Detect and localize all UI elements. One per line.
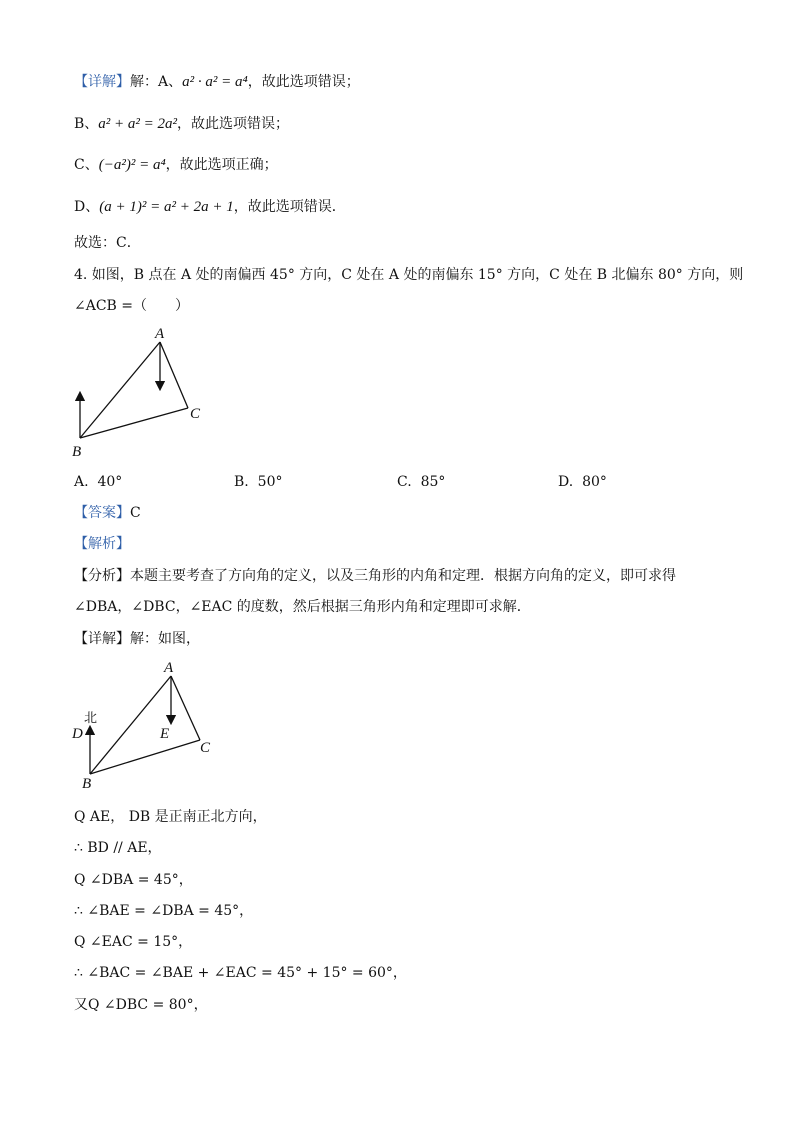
fenxi-line2: ∠DBA，∠DBC，∠EAC 的度数，然后根据三角形内角和定理即可求解． — [74, 599, 531, 615]
analysis-tag: 【解析】 — [74, 536, 130, 552]
detail-intro: 解：A、 — [130, 74, 183, 90]
option-label: D. — [558, 474, 574, 490]
step-4: ∴ ∠BAE = ∠DBA = 45°， — [74, 903, 254, 919]
segment-bc — [80, 408, 188, 438]
option-label: C. — [397, 474, 412, 490]
answer-tag: 【答案】 — [74, 505, 130, 521]
prev-detail-line-c — [74, 155, 278, 175]
option-label: B. — [234, 474, 249, 490]
step-5: Q ∠EAC = 15°， — [74, 934, 193, 950]
point-a-label: A — [164, 660, 174, 676]
detail-tag-q4: 【详解】 — [74, 631, 130, 647]
segment-ab — [80, 342, 160, 438]
expr-b-tail: ，故此选项错误； — [177, 116, 290, 132]
point-b-label: B — [72, 444, 82, 460]
expr-a-tail: ，故此选项错误； — [247, 74, 360, 90]
q4-figure — [60, 322, 220, 462]
step-1: Q AE， DB 是正南正北方向， — [74, 809, 267, 825]
option-a — [74, 472, 122, 492]
step-2: ∴ BD // AE， — [74, 840, 162, 856]
point-a-label: A — [155, 326, 165, 342]
detail-line — [74, 629, 200, 649]
prev-detail-line-b — [74, 114, 289, 134]
answer-value: C — [130, 505, 141, 521]
detail-tag: 【详解】 — [74, 74, 130, 90]
expr-d-tail: ，故此选项错误． — [233, 199, 346, 215]
answer-line — [74, 503, 141, 523]
option-value: 80° — [582, 474, 607, 490]
point-c-label: C — [190, 406, 201, 422]
expr-c-tail: ，故此选项正确； — [165, 157, 278, 173]
option-value: 40° — [97, 474, 123, 490]
label-d: D、 — [74, 199, 100, 215]
option-d — [558, 472, 607, 492]
step-6: ∴ ∠BAC = ∠BAE + ∠EAC = 45° + 15° = 60°， — [74, 965, 407, 981]
option-label: A. — [74, 474, 89, 490]
point-c-label: C — [200, 740, 211, 756]
expr-a: a² · a² = a⁴ — [182, 74, 248, 90]
q4-stem-line1: 4. 如图，B 点在 A 处的南偏西 45° 方向，C 处在 A 处的南偏东 15° 方向，C 处在 B 北偏东 80° 方向，则 — [74, 267, 744, 283]
expr-c: (−a²)² = a⁴ — [98, 157, 166, 173]
label-b: B、 — [74, 116, 99, 132]
segment-ac — [160, 342, 188, 408]
step-3: Q ∠DBA = 45°， — [74, 872, 193, 888]
label-c: C、 — [74, 157, 99, 173]
q4-stem-line2: ∠ACB =（ ） — [74, 298, 190, 314]
segment-bc — [90, 740, 200, 774]
prev-detail-line-d — [74, 197, 346, 217]
expr-d: (a + 1)² = a² + 2a + 1 — [99, 199, 234, 215]
option-value: 85° — [420, 474, 446, 490]
expr-b: a² + a² = 2a² — [98, 116, 178, 132]
fenxi-tag: 【分析】 — [74, 568, 130, 584]
analysis-line — [74, 534, 130, 554]
north-label: 北 — [84, 711, 98, 726]
point-d-label: D — [72, 726, 83, 742]
fenxi-line1 — [74, 566, 676, 586]
option-c — [397, 472, 445, 492]
step-7: 又Q ∠DBC = 80°， — [74, 997, 208, 1013]
q4-detail-figure — [66, 656, 226, 796]
segment-ac — [171, 676, 200, 740]
segment-ab — [90, 676, 171, 774]
point-b-label: B — [82, 776, 92, 792]
prev-detail-line-a — [74, 72, 360, 92]
prev-choice: 故选：C． — [74, 235, 141, 251]
point-e-label: E — [160, 726, 170, 742]
option-value: 50° — [257, 474, 283, 490]
option-b — [234, 472, 282, 492]
detail-intro-q4: 解：如图， — [130, 631, 200, 647]
fenxi-text1: 本题主要考查了方向角的定义，以及三角形的内角和定理．根据方向角的定义，即可求得 — [130, 568, 676, 584]
